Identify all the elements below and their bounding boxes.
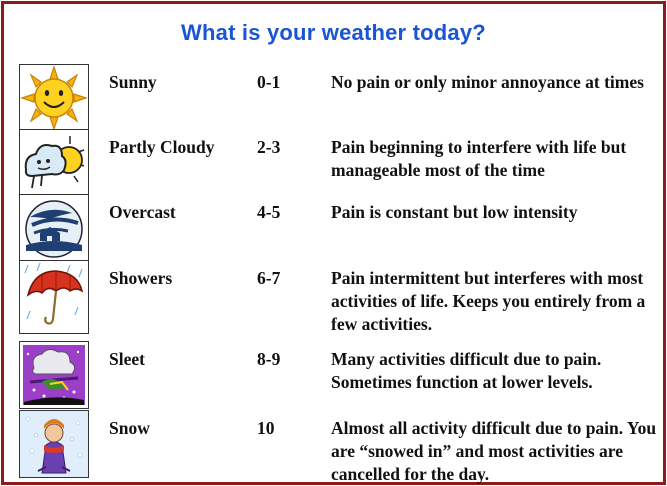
weather-pain-scale-card (1, 1, 666, 485)
row-description: Pain beginning to interfere with life but manageable most of the time (331, 137, 627, 180)
row-description: Almost all activity difficult due to pain. You are “snowed in” and most activities are cancelled for the day. (331, 418, 657, 484)
row-description: No pain or only minor annoyance at times (331, 72, 644, 92)
row-range: 0-1 (257, 72, 281, 92)
snow-person-icon (19, 410, 89, 478)
overcast-icon (19, 194, 89, 262)
row-range: 6-7 (257, 268, 281, 288)
row-label: Overcast (109, 202, 176, 222)
row-range: 4-5 (257, 202, 281, 222)
page-title: What is your weather today? (181, 20, 486, 45)
row-range: 2-3 (257, 137, 281, 157)
row-label: Snow (109, 418, 150, 438)
row-label: Sleet (109, 349, 145, 369)
umbrella-icon (19, 260, 89, 334)
row-label: Sunny (109, 72, 157, 92)
row-description: Pain intermittent but interferes with most activities of life. Keeps you entirely from a few activities. (331, 268, 646, 334)
row-label: Showers (109, 268, 173, 288)
row-description: Pain is constant but low intensity (331, 202, 578, 222)
row-description: Many activities difficult due to pain. Sometimes function at lower levels. (331, 349, 602, 392)
row-label: Partly Cloudy (109, 137, 215, 157)
row-range: 10 (257, 418, 275, 438)
row-range: 8-9 (257, 349, 281, 369)
partly-cloudy-icon (19, 129, 89, 197)
sleet-icon (19, 341, 89, 409)
sun-icon (19, 64, 89, 132)
